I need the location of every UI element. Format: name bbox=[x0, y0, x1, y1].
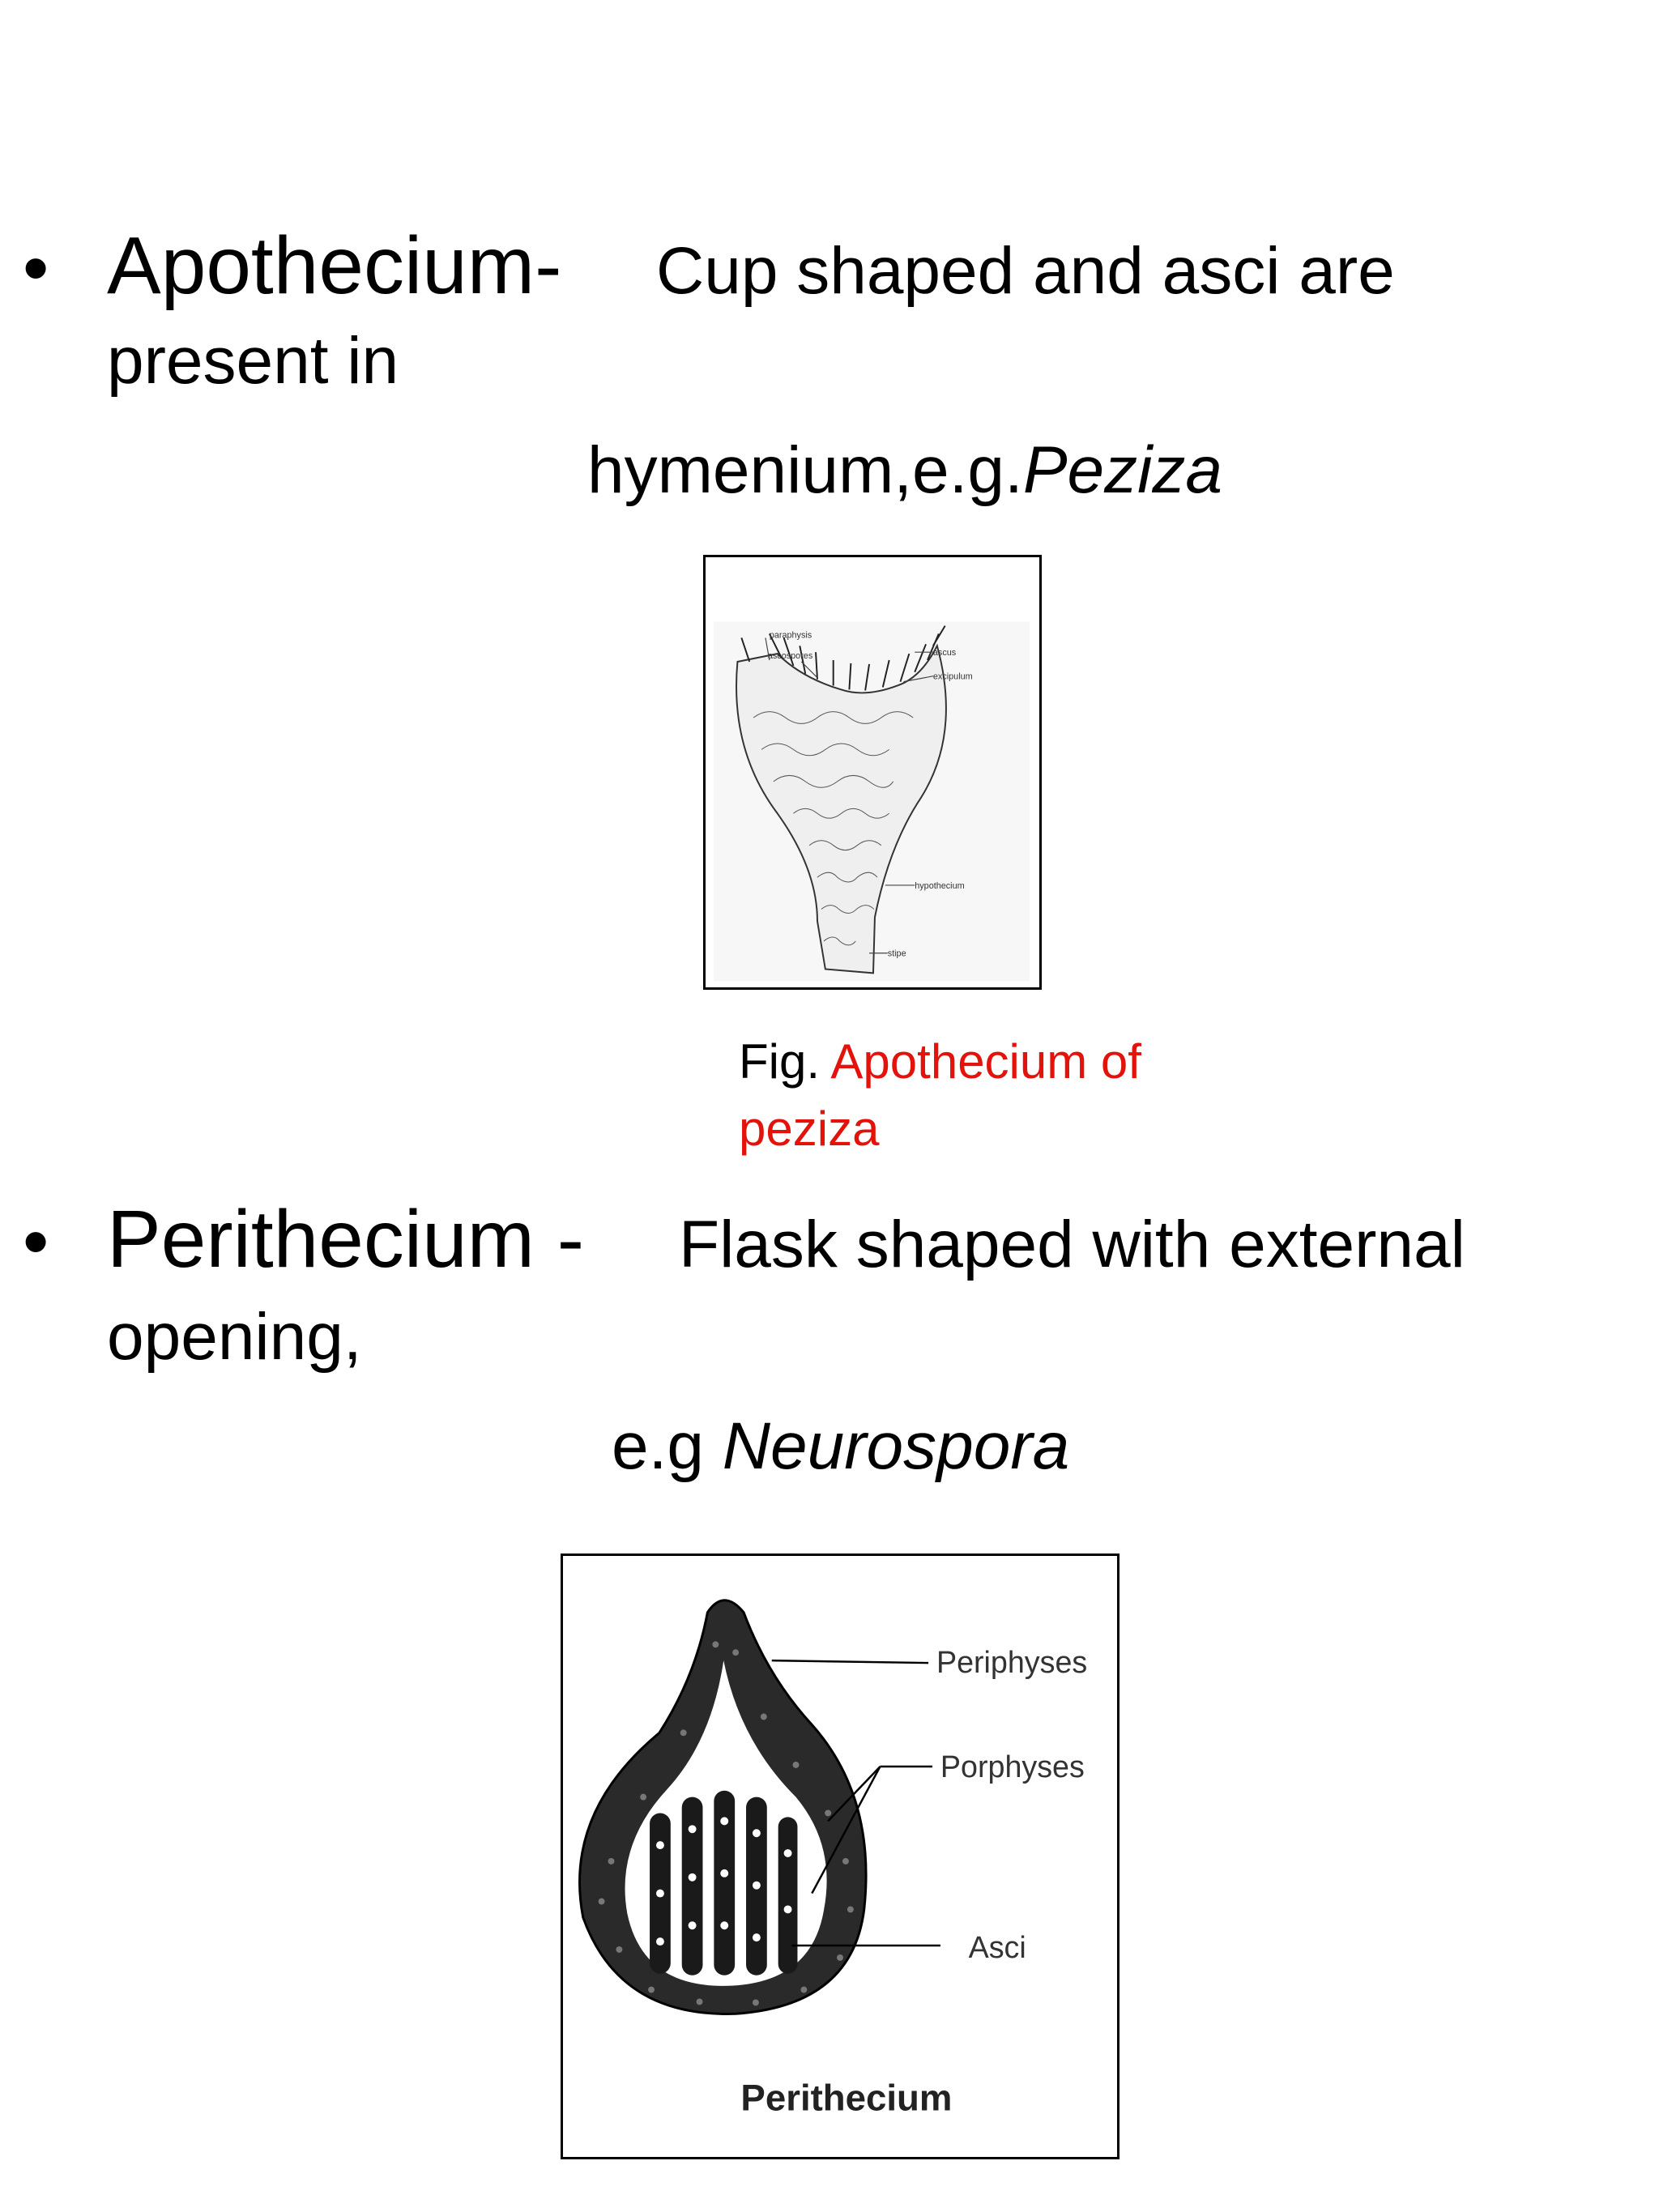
label-ascospores: ascospores bbox=[767, 651, 813, 662]
label-hypothecium: hypothecium bbox=[915, 880, 965, 891]
apothecium-caption bbox=[739, 1029, 1192, 1163]
label-ascus: ascus bbox=[932, 648, 957, 658]
apothecium-desc-line3 bbox=[587, 433, 1222, 507]
apothecium-diagram bbox=[706, 557, 1039, 987]
apothecium-figure bbox=[703, 555, 1042, 990]
perithecium-figure-title: Perithecium bbox=[740, 2077, 953, 2119]
perithecium-desc-prefix: e.g bbox=[612, 1409, 723, 1483]
perithecium-genus: Neurospora bbox=[722, 1409, 1070, 1483]
label-stipe: stipe bbox=[887, 948, 906, 959]
perithecium-desc-line3 bbox=[612, 1409, 1070, 1483]
bullet-perithecium: • bbox=[23, 1200, 49, 1283]
caption-prefix: Fig. bbox=[739, 1034, 831, 1089]
perithecium-desc-line2: opening, bbox=[107, 1300, 362, 1374]
label-asci: Asci bbox=[968, 1929, 1026, 1964]
label-porphyses: Porphyses bbox=[940, 1749, 1085, 1784]
perithecium-diagram bbox=[563, 1556, 1117, 2157]
apothecium-desc-line1: Cup shaped and asci are bbox=[656, 234, 1395, 308]
caption-line1: Apothecium of bbox=[830, 1034, 1141, 1089]
label-excipulum: excipulum bbox=[932, 671, 973, 682]
perithecium-desc-line1: Flask shaped with external bbox=[679, 1208, 1465, 1281]
apothecium-desc-line2: present in bbox=[107, 324, 399, 398]
apothecium-desc-prefix: hymenium,e.g. bbox=[587, 433, 1023, 507]
perithecium-figure bbox=[561, 1554, 1120, 2159]
label-periphyses: Periphyses bbox=[936, 1644, 1088, 1679]
apothecium-genus: Peziza bbox=[1022, 433, 1222, 507]
apothecium-term: Apothecium- bbox=[107, 220, 562, 311]
caption-line2: peziza bbox=[739, 1101, 880, 1156]
label-paraphysis: paraphysis bbox=[769, 630, 812, 641]
perithecium-term: Perithecium - bbox=[107, 1194, 585, 1285]
bullet-apothecium: • bbox=[23, 227, 49, 309]
